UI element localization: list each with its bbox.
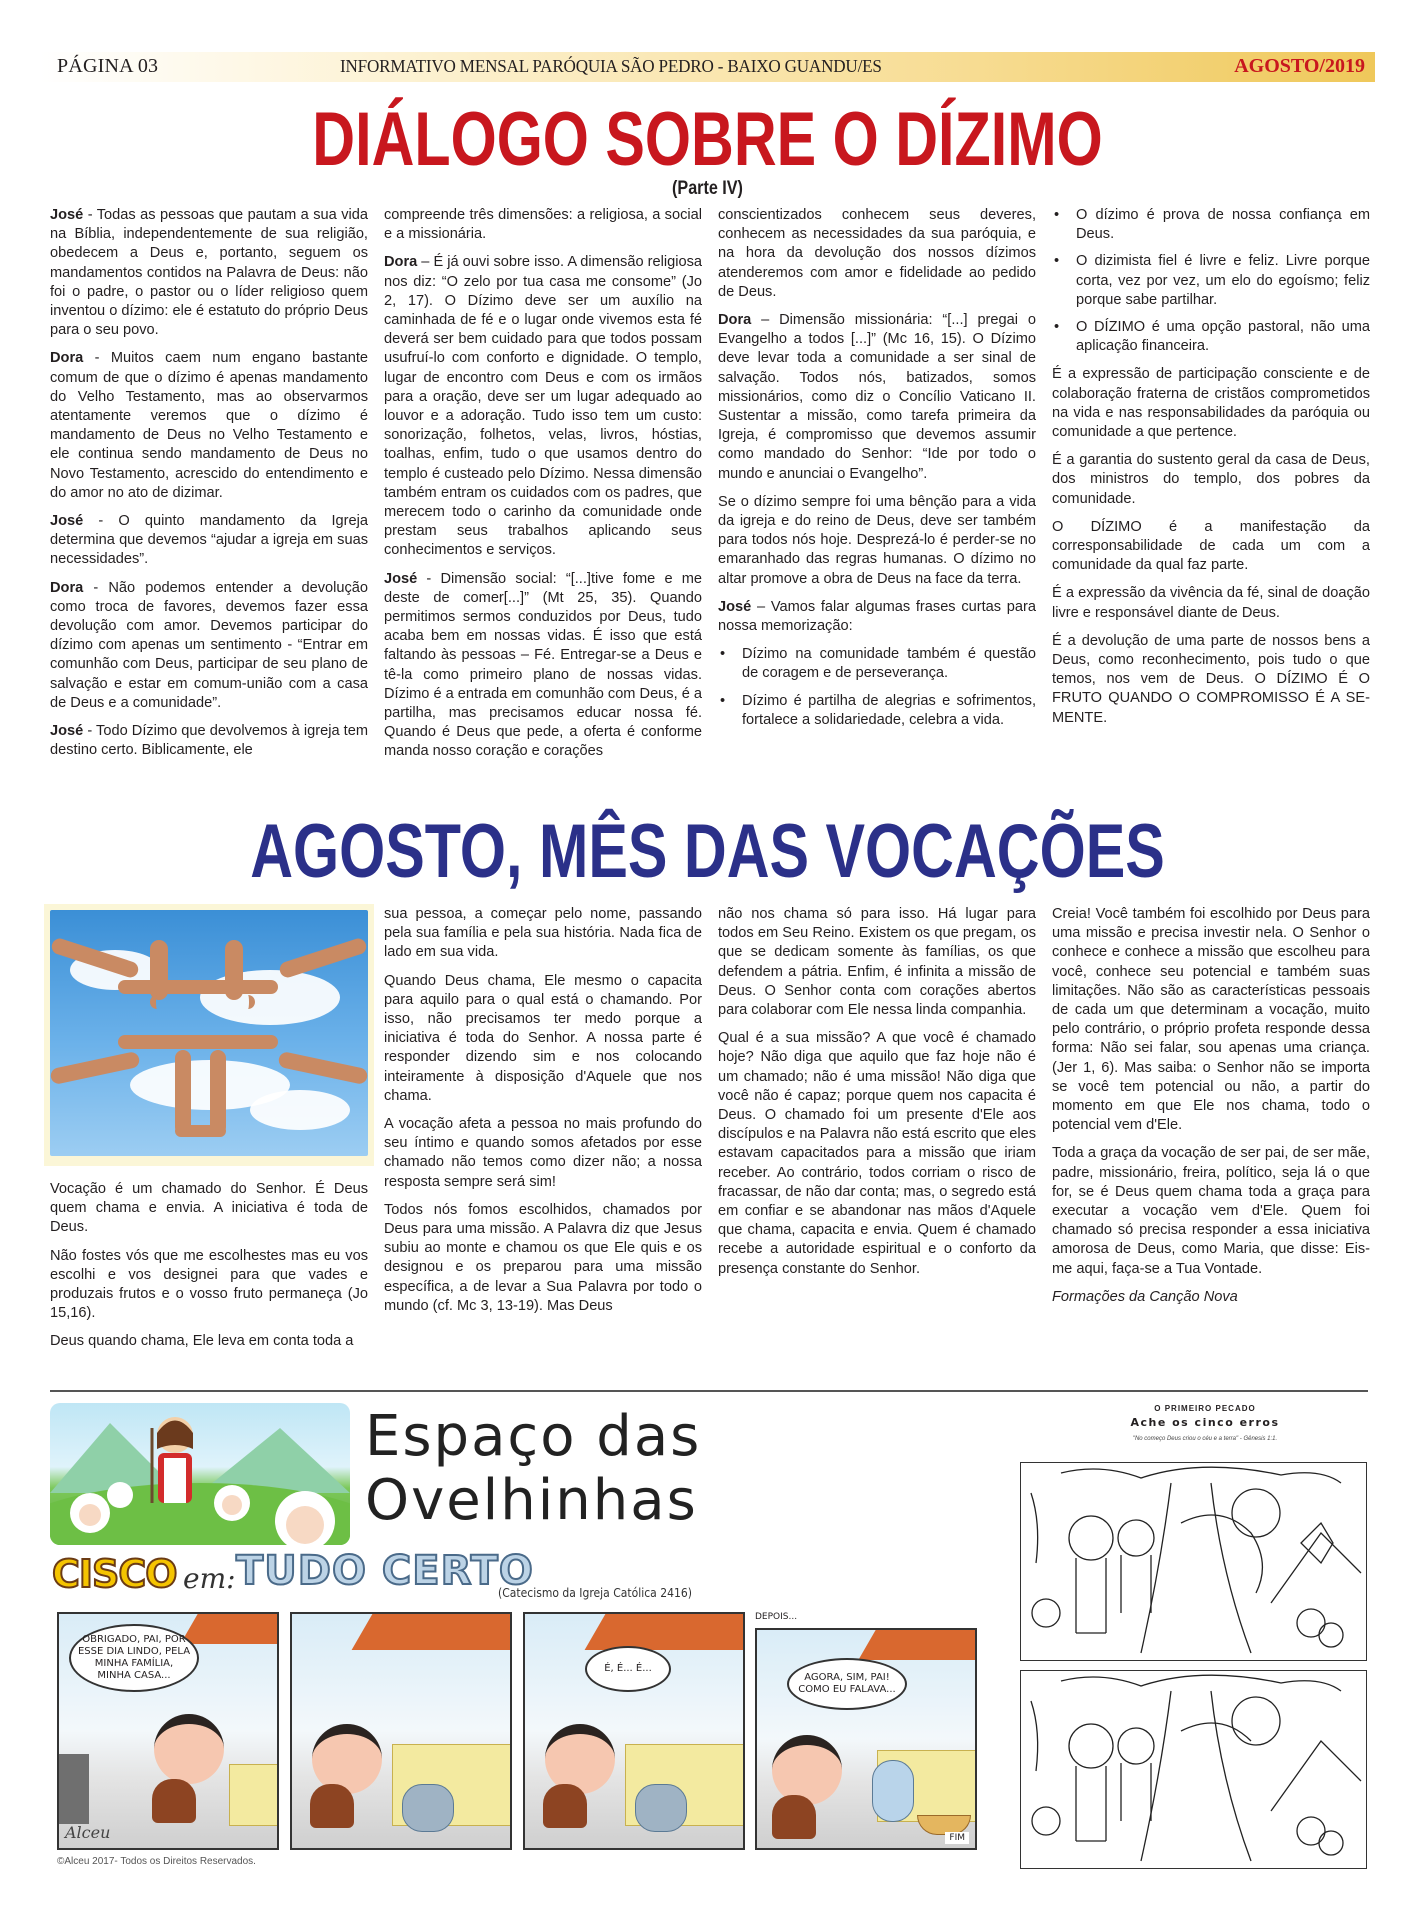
page-number: PÁGINA 03 [57, 55, 159, 77]
puzzle-verse: "No começo Deus criou o céu e a terra" - Gênesis 1:1. [1132, 1436, 1278, 1442]
paragraph-text: Todas as pessoas que pautam a sua vida na Bíblia, independentemente de sua religião, obedecem a Deus e, portanto, seguem os mandamentos contidos na Palavra de Deus: não foi o padre, o pastor ou o líder religioso quem inventou o dízimo: ele é estatuto do próprio Deus para o seu povo. [50, 207, 369, 339]
dialogue-paragraph [50, 579, 368, 713]
dialogue-paragraph [384, 253, 702, 560]
paragraph: É a expressão de participação consciente e de colaboração fraterna de cristãos comprometidos na vida e nas responsabilidades da paróquia ou comunidade a que pertence. [1052, 366, 1370, 441]
paragraph: Quando Deus chama, Ele mesmo o capacita para aquilo para o qual está o chamando. Por isso, não precisamos ter medo porque a iniciativa é toda do Senhor. A nossa parte é responder dizendo sim e nos colocando inteiramente à disposição d'Aquele que nos chama. [384, 972, 702, 1104]
speaker-name: Dora [50, 579, 84, 596]
article1-column-2 [384, 206, 702, 771]
speaker-separator: - [83, 513, 119, 530]
speaker-name: José [718, 598, 752, 615]
kids-section-title [365, 1405, 701, 1533]
paragraph: Todos nós fomos escolhidos, chamados por Deus para uma missão. A Palavra diz que Jesus subiu ao monte e chamou os que Ele quis e os designou e os preparou para uma missão específica, a de levar a Sua Palavra por todo o mundo (cf. Mc 3, 13-19). Mas Deus [384, 1201, 702, 1314]
dialogue-paragraph [718, 598, 1036, 636]
bullet-item: • Dízimo na comunidade também é questão de coragem e de perseverança. [742, 645, 1036, 683]
comic-panel-4 [755, 1628, 977, 1850]
bullet-item: • O DÍZIMO é uma opção pastoral, não uma aplicação financeira. [1076, 318, 1370, 356]
kids-section-title-line-2: Ovelhinhas [365, 1468, 698, 1533]
paragraph-text: Não podemos entender a devolução como troca de favores, devemos fazer essa devolução com amor. Devemos participar do dízimo com apenas um sentimento - “Entrar em comunhão com Deus, participar de seu plano de salvação e estar em comum-união com a casa de Deus e a comunidade”. [50, 579, 368, 711]
cisco-character [545, 1724, 615, 1794]
paragraph: não nos chama só para isso. Há lugar para todos em Seu Reino. Existem os que pregam, os que se dedicam somente às famílias, os que defendem a pátria. Enfim, é infinita a missão de Deus. O Senhor conta com corações abertos para colaborar com Ele nessa linda companhia. [718, 906, 1036, 1019]
paragraph-text: É já ouvi sobre isso. A dimensão religiosa nos diz: “O zelo por tua casa me consome” (Jo 2, 17). O Dízimo deve ser um auxílio na caminhada de fé e o lugar onde vivemos esta fé deverá ser bem cuidado para que todos possam usufruí-lo com conforto e dignidade. O templo, lugar de encontro com Deus e com os irmãos para a oração, deve ser um lugar adequado ao louvor e a adoração. Tudo isso tem um custo: sonorização, folhetos, velas, livros, hóstias, toalhas, enfim, tudo o que usamos dentro do templo é custeado pelo Dízimo. Nessa dimensão também entram os cuidados com os padres, que merecem todo o carinho da comunidade onde prestam seus trabalhos aplicando seus conhecimentos e serviços. [384, 254, 702, 559]
paragraph: Qual é a sua missão? A que você é chamado hoje? Não diga que aquilo que faz hoje não é um chamado; não é uma missão! Não diga que você não é capaz; porque quem nos capacita é Deus. O chamado foi um presente d'Ele aos discípulos e na Palavra não está escrito que eles estavam capacitados para a missão que iriam receber. Ao contrário, todos corriam o risco de fracassar, de não dar conta; mas, o segredo está em confiar e se abandonar nas mãos d'Aquele que chama, capacita e envia. Quem é chamado recebe a autoridade espiritual e o conforto da presença constante do Senhor. [718, 1030, 1036, 1277]
paragraph-text: Muitos caem num engano bastante comum de que o dízimo é apenas mandamento do Velho Testamento, mas ao observarmos atentamente veremos que o dízimo é mandamento de Deus no Velho Testamento e ele continua sendo mandamento de Deus no Novo Testamento, acrescido do entendimento e do amor no ato de dizimar. [50, 350, 368, 501]
dialogue-paragraph [718, 493, 1036, 589]
speaker-separator: - [83, 579, 109, 596]
paragraph-text: compreende três dimensões: a religiosa, a social e a missionária. [384, 207, 702, 243]
cisco-character [312, 1724, 382, 1794]
article1-bullet-list-1 [718, 645, 1036, 730]
article2-title: AGOSTO, MÊS DAS VOCAÇÕES [250, 809, 1165, 894]
speaker-separator: - [417, 570, 441, 587]
speaker-separator: - [83, 723, 97, 740]
paragraph-text: Dimensão social: “[...]tive fome e me deste de comer[...]” (Mt 25, 35). Quando permitimos sermos conduzidos por Deus, tudo acaba bem em nossas vidas. É isso que está faltando às pessoas – Fé. Entregar-se a Deus e tê-la como primeiro plano de nossas vidas. Dízimo é a entrada em comunhão com Deus, é a partilha, mas precisamos educar nossa fé. Quando é Deus que pede, a oferta é conforme manda nosso coração e corações [384, 570, 702, 760]
kids-section-title-line-1: Espaço das [365, 1404, 702, 1469]
dialogue-paragraph [50, 349, 368, 503]
dialogue-paragraph [718, 311, 1036, 484]
speaker-name: Dora [384, 254, 418, 271]
comic-panel-1 [57, 1612, 279, 1850]
puzzle-image-2[interactable] [1020, 1670, 1367, 1869]
publication-title: INFORMATIVO MENSAL PARÓQUIA SÃO PEDRO - BAIXO GUANDU/ES [340, 56, 882, 76]
bullet-item: • O dízimo é prova de nossa confiança em Deus. [1076, 206, 1370, 244]
speaker-name: José [50, 207, 84, 223]
puzzle-kicker: O PRIMEIRO PECADO [1154, 1404, 1256, 1413]
paragraph: Toda a graça da vocação de ser pai, de ser mãe, padre, missionário, freira, político, seja lá o que for, se é Deus quem chama toda a graça para executar a vocação vem d'Ele. Quem foi chamado só precisa responder a essa iniciativa amorosa de Deus, como Maria, que disse: Eis-me aqui, faça-se a Tua Vontade. [1052, 1145, 1370, 1277]
happy-dog [872, 1760, 914, 1822]
article2-column-4 [1052, 905, 1370, 1316]
section-divider [50, 1390, 1368, 1392]
article1-column-3 [718, 206, 1036, 739]
dialogue-paragraph [50, 512, 368, 570]
comic-caption-depois: DEPOIS... [755, 1612, 798, 1622]
paragraph: É a garantia do sustento geral da casa de Deus, dos ministros do templo, dos pobres da comunidade. [1052, 452, 1370, 507]
sad-dog [635, 1784, 687, 1832]
comic-end-label: FIM [945, 1832, 969, 1844]
comic-title: TUDO CERTO [236, 1548, 534, 1594]
paragraph-text: O quinto mandamento da Igreja determina que devemos “ajudar a igreja em suas necessidades”. [50, 513, 368, 568]
article2-column-3 [718, 905, 1036, 1288]
cisco-logo: CISCO [52, 1552, 177, 1596]
bullet-item: • O dizimista fiel é livre e feliz. Livre porque corta, vez por vez, um elo do egoísmo; feliz porque sabe partilhar. [1076, 252, 1370, 310]
paragraph-text: Dimensão missionária: “[...] pregai o Evangelho a todos [...]” (Mc 16, 15). O Dízimo deve levar toda a comunidade a ser sinal de salvação. Todos nós, batizados, somos missionários, como diz o Concílio Vaticano II. Sustentar a missão, como tarefa primeira da Igreja, é compromisso que devemos assumir como mandado do Senhor: “Ide por todo o mundo e anunciai o Evangelho”. [718, 312, 1036, 482]
paragraph: É a devolução de uma parte de nossos bens a Deus, como reconhecimento, pois tudo o que temos, nos vem de Deus. O DÍZIMO É O FRUTO QUANDO O COMPROMISSO É A SE-MENTE. [1052, 632, 1370, 726]
paragraph: A vocação afeta a pessoa no mais profundo do seu íntimo e quando somos afetados por esse chamado não temos como dizer não; a nossa resposta sempre será sim! [384, 1116, 702, 1190]
article2-column-2 [384, 905, 702, 1325]
paragraph-text: Vamos falar algumas frases curtas para nossa memorização: [718, 598, 1036, 635]
paragraph-text: Se o dízimo sempre foi uma bênção para a vida da igreja e do reino de Deus, deve ser também para todos nós hoje. Desprezá-lo é perder-se no emaranhado das regras humanas. O dízimo no altar promove a obra de Deus na face da terra. [718, 493, 1036, 587]
paragraph: É a expressão da vivência da fé, sinal de doação livre e responsável diante de Deus. [1052, 585, 1370, 621]
dialogue-paragraph [384, 570, 702, 762]
bullet-item: • Dízimo é partilha de alegrias e sofrimentos, fortalece a solidariedade, celebra a vida. [742, 692, 1036, 730]
speaker-name: José [50, 723, 84, 740]
paragraph: sua pessoa, a começar pelo nome, passando pela sua família e pela sua história. Nada fica de lado em sua vida. [384, 906, 702, 961]
dialogue-paragraph [384, 206, 702, 244]
speaker-separator: - [83, 350, 111, 367]
article1-bullet-list-2 [1052, 206, 1370, 356]
hands-cross-photo [50, 910, 368, 1156]
comic-reference: (Catecismo da Igreja Católica 2416) [498, 1586, 692, 1600]
speaker-separator: - [83, 207, 97, 223]
puzzle-title: Ache os cinco erros [1130, 1416, 1280, 1429]
paragraph: Não fostes vós que me escolhestes mas eu vos escolhi e vos designei para que vades e produzais frutos e o vosso fruto permaneça (Jo 15,16). [50, 1247, 368, 1322]
speaker-name: José [384, 570, 418, 587]
paragraph-text: conscientizados conhecem seus deveres, conhecem as necessidades da sua paróquia, e na hora da devolução dos nossos dízimos atenderemos com amor e fidelidade ao pedido de Deus. [718, 207, 1036, 300]
issue-date: AGOSTO/2019 [1234, 55, 1365, 77]
speaker-name: Dora [50, 350, 84, 367]
speech-bubble: É, É... É... [585, 1646, 671, 1692]
fountain-silhouette [59, 1754, 89, 1824]
article1-title: DIÁLOGO SOBRE O DÍZIMO [312, 97, 1103, 182]
speaker-separator: – [751, 598, 771, 615]
sad-dog [402, 1784, 454, 1832]
comic-em-label: em: [183, 1562, 236, 1595]
article1-subtitle: (Parte IV) [672, 178, 743, 199]
artist-signature: Alceu [65, 1823, 111, 1842]
speech-bubble: OBRIGADO, PAI, POR ESSE DIA LINDO, PELA MINHA FAMÍLIA, MINHA CASA... [69, 1624, 199, 1692]
puzzle-image-1[interactable] [1020, 1462, 1367, 1661]
article2-credit: Formações da Canção Nova [1052, 1288, 1238, 1305]
speaker-separator: – [417, 254, 434, 271]
speaker-name: José [50, 513, 84, 530]
comic-copyright: ©Alceu 2017- Todos os Direitos Reservados. [57, 1856, 256, 1867]
jesus-shepherd-banner [50, 1403, 350, 1545]
dialogue-paragraph [50, 722, 368, 760]
dialogue-paragraph [718, 206, 1036, 302]
comic-panel-3 [523, 1612, 745, 1850]
paragraph: Vocação é um chamado do Senhor. É Deus quem chama e envia. A iniciativa é toda de Deus. [50, 1181, 368, 1236]
speech-bubble: AGORA, SIM, PAI! COMO EU FALAVA... [787, 1658, 907, 1710]
shepherd-illustration [50, 1403, 350, 1545]
paragraph: Deus quando chama, Ele leva em conta toda a [50, 1333, 354, 1350]
speaker-name: Dora [718, 312, 752, 329]
paragraph: O DÍZIMO é a manifestação da corresponsabilidade de cada um com a comunidade da qual faz parte. [1052, 518, 1370, 574]
cisco-character [772, 1735, 842, 1805]
paragraph: Creia! Você também foi escolhido por Deus para uma missão e precisa investir nela. O Senhor o conhece e conhece a missão que escolheu para você, conhece seu potencial e também suas limitações. Não são as características pessoais de cada um que determinam a vocação, muito pelo contrário, o próprio profeta responde dessa forma: Não sei falar, sou apenas uma criança. (Jer 1, 6). Mas saiba: o Senhor não se importa se você tem potencial ou não, a partir do momento em que Ele nos chama, todo o potencial vem d'Ele. [1052, 906, 1370, 1134]
article1-column-1 [50, 206, 368, 769]
paragraph-text: Todo Dízimo que devolvemos à igreja tem destino certo. Biblicamente, ele [50, 723, 368, 759]
article1-column-4 [1052, 206, 1370, 737]
article2-column-1 [50, 1180, 368, 1361]
speaker-separator: – [751, 312, 780, 329]
cisco-character [154, 1714, 224, 1784]
comic-panel-2 [290, 1612, 512, 1850]
dialogue-paragraph [50, 206, 368, 340]
